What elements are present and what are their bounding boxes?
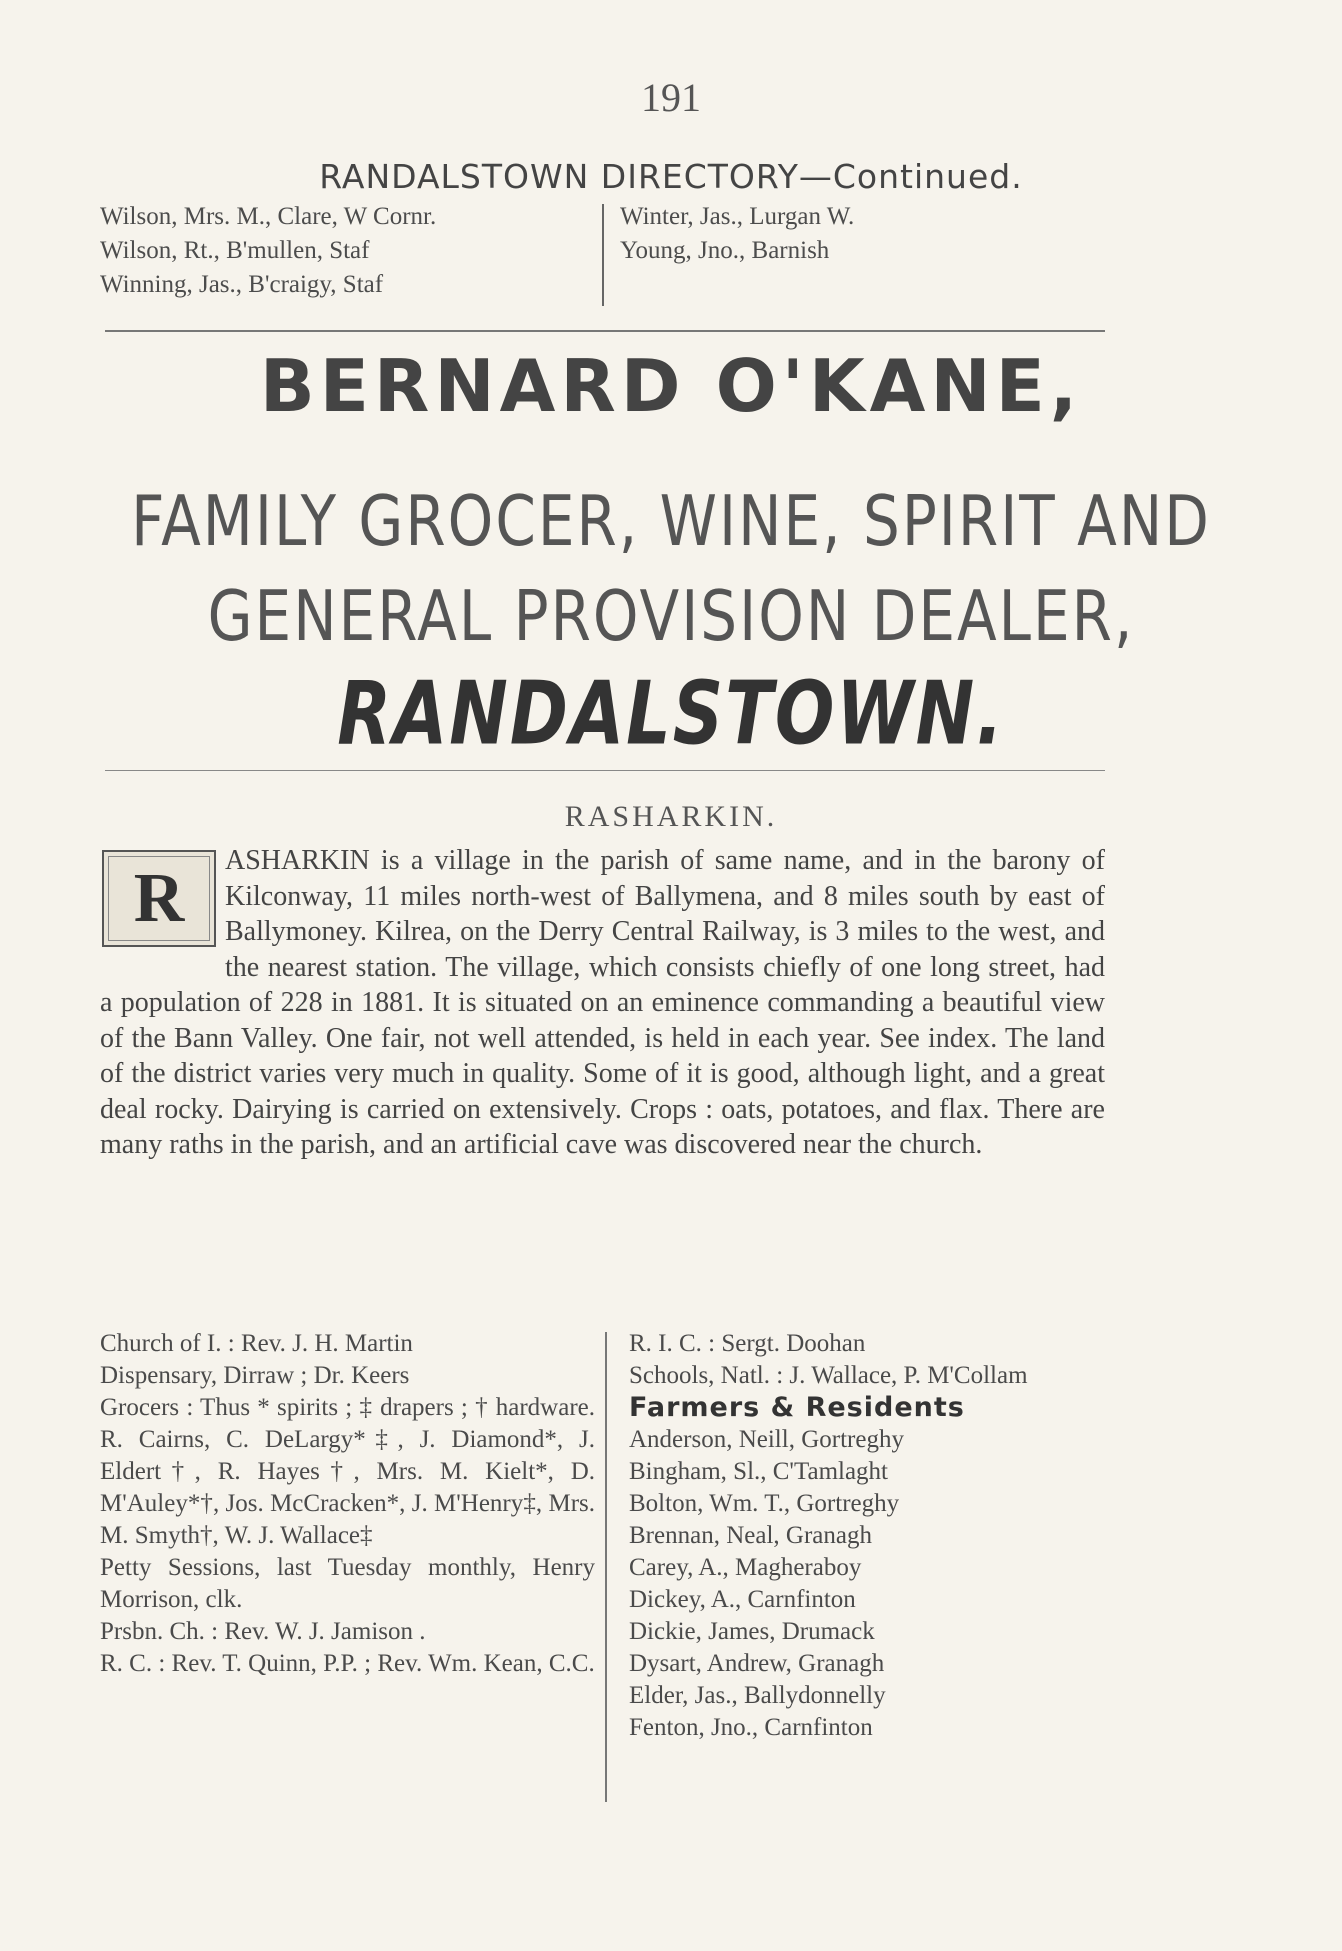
- directory-entry: Winning, Jas., B'craigy, Staf: [100, 271, 384, 298]
- directory-heading: RANDALSTOWN DIRECTORY—Continued.: [319, 157, 1023, 196]
- divider-rule: [105, 330, 1105, 332]
- farmers-heading: Farmers & Residents: [629, 1392, 965, 1423]
- farmer-entry: Bingham, Sl., C'Tamlaght: [629, 1458, 888, 1485]
- page-number: 191: [641, 75, 701, 120]
- advert-line-2: GENERAL PROVISION DEALER,: [207, 575, 1135, 657]
- directory-entry: Winter, Jas., Lurgan W.: [620, 203, 855, 230]
- directory-entry: Wilson, Mrs. M., Clare, W Cornr.: [100, 203, 437, 230]
- farmer-entry: Carey, A., Magheraboy: [629, 1554, 862, 1581]
- directory-entry: Young, Jno., Barnish: [620, 237, 830, 264]
- list-item: Prsbn. Ch. : Rev. W. J. Jamison .: [100, 1618, 426, 1645]
- farmer-entry: Anderson, Neill, Gortreghy: [629, 1426, 904, 1453]
- paragraph-text: ASHARKIN is a village in the parish of same name, and in the barony of Kilconway, 11 miles north-west of Ballymena, and 8 miles south by east of Ballymoney. Kilrea, on the Derry Central Railway, is 3 miles to the west, and the nearest station. The village, which consists chiefly of one long street, had a population of 228 in 1881. It is situated on an eminence commanding a beautiful view of the Bann Valley. One fair, not well attended, is held in each year. See index. The land of the district varies very much in quality. Some of it is good, although light, and a great deal rocky. Dairying is carried on extensively. Crops : oats, potatoes, and flax. There are many raths in the parish, and an artificial cave was discovered near the church.: [100, 845, 1105, 1160]
- directory-continued: [100, 200, 1240, 306]
- divider-rule: [105, 770, 1105, 771]
- advert-town: RANDALSTOWN.: [337, 662, 1005, 765]
- advert-name: BERNARD O'KANE,: [259, 344, 1083, 428]
- farmer-entry: Fenton, Jno., Carnfinton: [629, 1714, 873, 1741]
- dropcap-spacer: [100, 843, 225, 985]
- directory-left-column: [100, 200, 602, 306]
- directory-right-column: [604, 200, 854, 306]
- dropcap: R: [102, 850, 216, 947]
- farmer-entry: Brennan, Neal, Granagh: [629, 1522, 872, 1549]
- list-item: Schools, Natl. : J. Wallace, P. M'Collam: [629, 1362, 1028, 1389]
- listing-left-column: [100, 1328, 605, 1802]
- farmer-entry: Bolton, Wm. T., Gortreghy: [629, 1490, 900, 1517]
- farmer-entry: Dickie, James, Drumack: [629, 1618, 875, 1645]
- farmer-entry: Dysart, Andrew, Granagh: [629, 1650, 885, 1677]
- section-title: RASHARKIN.: [564, 800, 778, 833]
- list-item: Church of I. : Rev. J. H. Martin: [100, 1330, 413, 1357]
- list-item: R. C. : Rev. T. Quinn, P.P. ; Rev. Wm. Kean, C.C.: [100, 1650, 595, 1677]
- farmer-entry: Elder, Jas., Ballydonnelly: [629, 1682, 886, 1709]
- list-item: Petty Sessions, last Tuesday monthly, Henry Morrison, clk.: [100, 1554, 595, 1613]
- directory-entry: Wilson, Rt., B'mullen, Staf: [100, 237, 370, 264]
- farmer-entry: Dickey, A., Carnfinton: [629, 1586, 856, 1613]
- list-item: R. I. C. : Sergt. Doohan: [629, 1330, 866, 1357]
- list-item: Grocers : Thus * spirits ; ‡ drapers ; † hardware. R. Cairns, C. DeLargy*‡, J. Diamond*, J. Eldert†, R. Hayes†, Mrs. M. Kielt*, D. M'Auley*†, Jos. McCracken*, J. M'Henry‡, Mrs. M. Smyth†, W. J. Wallace‡: [100, 1394, 595, 1549]
- listing: [100, 1328, 1110, 1802]
- section-paragraph: [100, 843, 1105, 1163]
- advert-line-1: FAMILY GROCER, WINE, SPIRIT AND: [131, 480, 1211, 562]
- listing-right-column: [607, 1328, 1099, 1802]
- list-item: Dispensary, Dirraw ; Dr. Keers: [100, 1362, 410, 1389]
